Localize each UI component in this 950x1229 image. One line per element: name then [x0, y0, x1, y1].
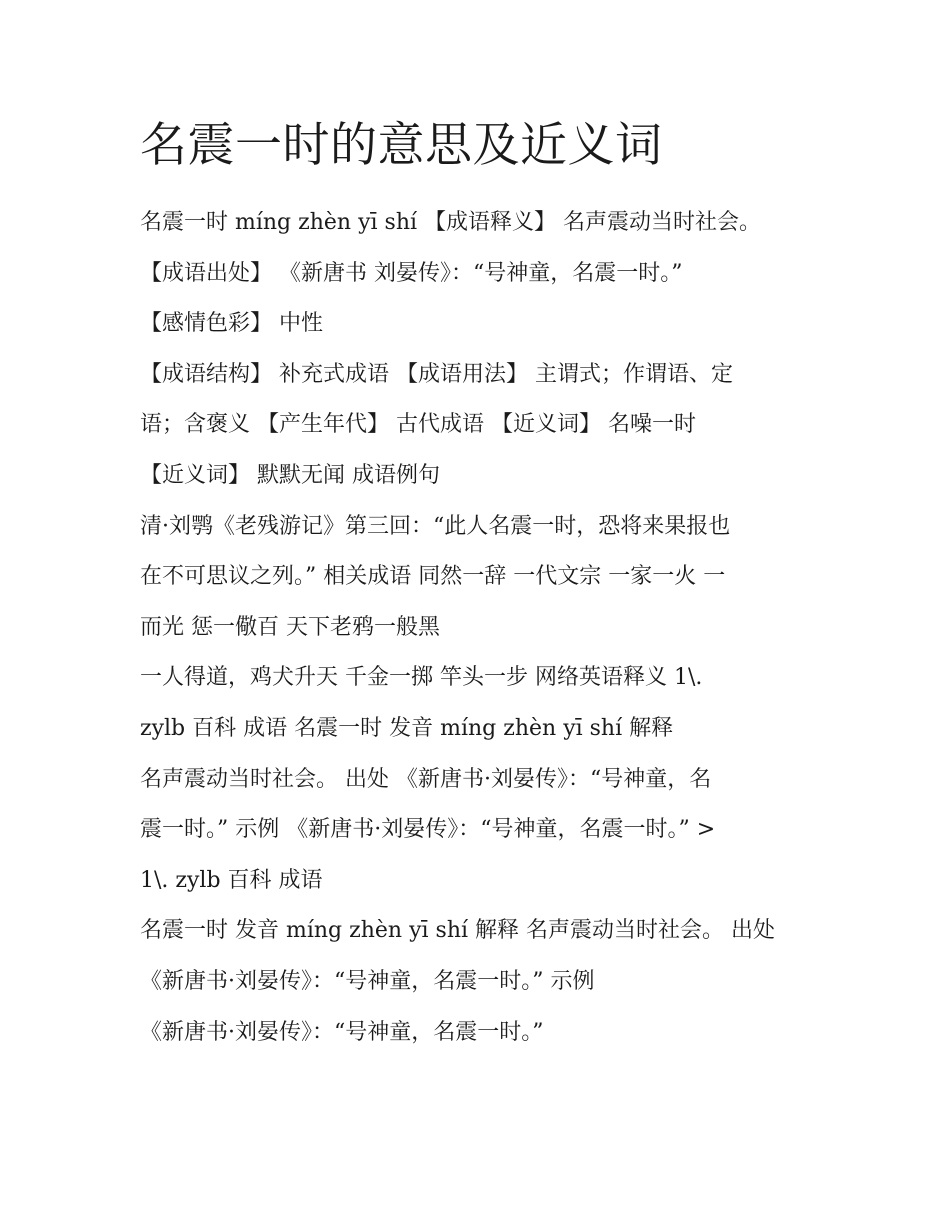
- document-body: [140, 198, 820, 1058]
- text-line: 在不可思议之列。” 相关成语 同然一辞 一代文宗 一家一火 一: [140, 564, 726, 590]
- text-line: 【感情色彩】 中性: [140, 311, 323, 337]
- text-line: 一人得道，鸡犬升天 千金一掷 竿头一步 网络英语释义 1\.: [140, 665, 703, 691]
- text-line: 清·刘鹗《老残游记》第三回：“此人名震一时，恐将来果报也: [140, 513, 731, 539]
- text-line: 1\. zylb 百科 成语: [140, 867, 323, 893]
- text-line: 【近义词】 默默无闻 成语例句: [140, 462, 440, 488]
- text-line: 《新唐书·刘晏传》：“号神童，名震一时。” 示例: [140, 968, 595, 994]
- text-line: 震一时。” 示例 《新唐书·刘晏传》：“号神童，名震一时。” >: [140, 817, 716, 843]
- text-line: 【成语出处】 《新唐书 刘晏传》：“号神童，名震一时。”: [140, 260, 683, 286]
- text-line: 《新唐书·刘晏传》：“号神童，名震一时。”: [140, 1019, 544, 1045]
- text-line: 名震一时 míng zhèn yī shí 【成语释义】 名声震动当时社会。: [140, 210, 762, 235]
- text-line: 名声震动当时社会。 出处 《新唐书·刘晏传》：“号神童，名: [140, 766, 712, 792]
- text-line: 名震一时 发音 míng zhèn yī shí 解释 名声震动当时社会。 出处: [140, 918, 776, 944]
- text-line: zylb 百科 成语 名震一时 发音 míng zhèn yī shí 解释: [140, 715, 674, 741]
- text-line: 语；含褒义 【产生年代】 古代成语 【近义词】 名噪一时: [140, 412, 696, 438]
- page-title: 名震一时的意思及近义词: [140, 118, 663, 173]
- text-line: 【成语结构】 补充式成语 【成语用法】 主谓式；作谓语、定: [140, 361, 733, 387]
- text-line: 而光 惩一儆百 天下老鸦一般黑: [140, 614, 440, 640]
